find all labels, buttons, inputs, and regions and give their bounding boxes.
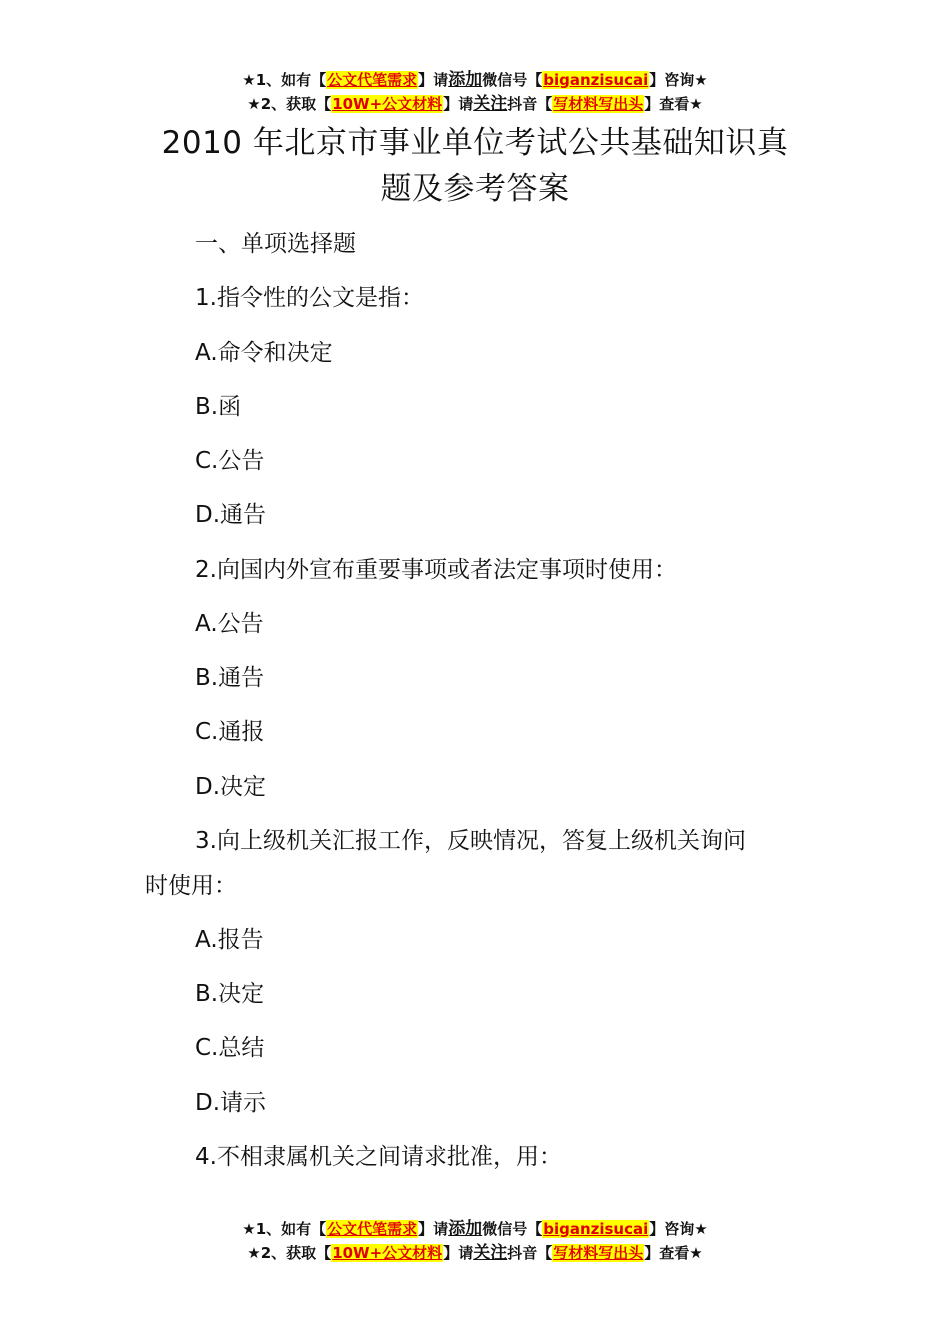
header-banner	[0, 68, 950, 116]
option-1b: B.函	[195, 394, 242, 420]
banner-text: 】请	[418, 71, 449, 89]
banner-underline: 添加	[448, 70, 483, 90]
option-3d: D.请示	[195, 1090, 267, 1116]
banner-line-1	[0, 1217, 950, 1241]
footer-banner	[0, 1217, 950, 1265]
banner-text: 】查看★	[644, 1244, 703, 1262]
document-title	[150, 120, 800, 212]
banner-douyin-id: 写材料写出头	[553, 1244, 644, 1262]
option-3c: C.总结	[195, 1035, 265, 1061]
option-3b: B.决定	[195, 981, 265, 1007]
option-1d: D.通告	[195, 502, 267, 528]
banner-text: 】查看★	[644, 95, 703, 113]
banner-text: ★1、如有【	[242, 1220, 327, 1238]
banner-highlight: 10W+公文材料	[332, 95, 443, 113]
banner-highlight: 公文代笔需求	[327, 1220, 418, 1238]
option-3a: A.报告	[195, 927, 264, 953]
banner-underline: 关注	[473, 94, 508, 114]
banner-text: 】咨询★	[649, 1220, 708, 1238]
option-2d: D.决定	[195, 774, 267, 800]
title-line-2: 题及参考答案	[380, 171, 570, 207]
option-2b: B.通告	[195, 665, 265, 691]
banner-text: ★2、获取【	[247, 95, 332, 113]
banner-underline: 添加	[448, 1219, 483, 1239]
banner-highlight: 公文代笔需求	[327, 71, 418, 89]
banner-underline: 关注	[473, 1243, 508, 1263]
banner-text: 】咨询★	[649, 71, 708, 89]
banner-line-2	[0, 1241, 950, 1265]
banner-douyin-id: 写材料写出头	[553, 95, 644, 113]
banner-text: ★2、获取【	[247, 1244, 332, 1262]
banner-text: 】请	[443, 95, 474, 113]
option-1a: A.命令和决定	[195, 340, 333, 366]
banner-text: 抖音【	[507, 95, 553, 113]
question-3-line-1: 3.向上级机关汇报工作，反映情况，答复上级机关询问	[195, 828, 746, 854]
banner-text: 微信号【	[482, 1220, 543, 1238]
banner-line-2	[0, 92, 950, 116]
question-1: 1.指令性的公文是指：	[195, 285, 424, 311]
banner-text: ★1、如有【	[242, 71, 327, 89]
section-heading: 一、单项选择题	[195, 231, 356, 257]
banner-line-1	[0, 68, 950, 92]
question-4: 4.不相隶属机关之间请求批准，用：	[195, 1144, 562, 1170]
banner-text: 微信号【	[482, 71, 543, 89]
question-2: 2.向国内外宣布重要事项或者法定事项时使用：	[195, 557, 677, 583]
banner-wechat-id: biganzisucai	[543, 71, 649, 89]
banner-text: 】请	[418, 1220, 449, 1238]
option-1c: C.公告	[195, 448, 265, 474]
title-line-1: 2010 年北京市事业单位考试公共基础知识真	[161, 125, 789, 161]
banner-wechat-id: biganzisucai	[543, 1220, 649, 1238]
option-2a: A.公告	[195, 611, 264, 637]
option-2c: C.通报	[195, 719, 265, 745]
banner-highlight: 10W+公文材料	[332, 1244, 443, 1262]
banner-text: 抖音【	[507, 1244, 553, 1262]
question-3-line-2: 时使用：	[145, 873, 237, 899]
banner-text: 】请	[443, 1244, 474, 1262]
